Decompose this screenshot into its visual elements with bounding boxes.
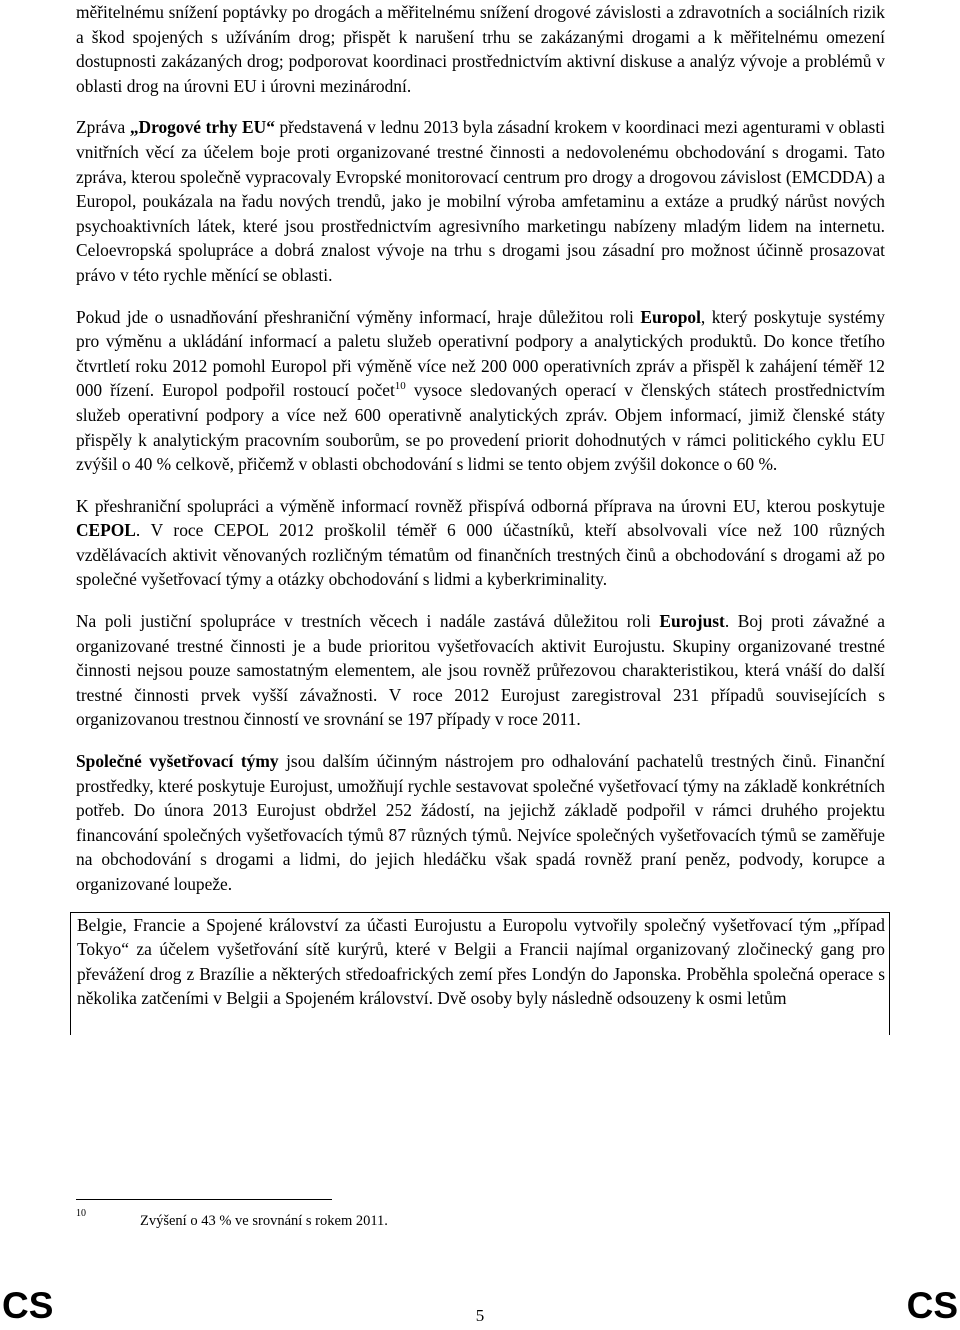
case-study-box [70, 912, 890, 1035]
paragraph-eurojust [76, 609, 885, 732]
language-code-right: CS [906, 1285, 958, 1326]
page-footer [0, 1285, 960, 1330]
bold-joint-investigation-teams: Společné vyšetřovací týmy [76, 751, 279, 772]
text-run: vysoce sledovaných operací v členských státech prostřednictvím služeb operativní podpory a více než 600 operativně analytických zpráv. Objem informací, jimiž členské státy přispěly k analytickým pracovním souborům, se po provedení priorit dohodnutých v rámci politického cyklu EU zvýšil o 40 % celkově, přičemž v oblasti obchodování s lidmi se tento objem zvýšil dokonce o 60 %. [76, 380, 885, 475]
page-number: 5 [475, 1306, 485, 1325]
bold-europol: Europol [640, 306, 701, 327]
text-run: , který poskytuje systémy pro výměnu a ukládání informací a paletu služeb operativní podpory a analytických produktů. Do konce třetího čtvrtletí roku 2012 pomohl Europol při výměně více než 200 000 operativních zpráv a přispěl k zahájení téměř 12 000 řízení. Europol podpořil rostoucí počet [76, 306, 885, 401]
text-run: představená v lednu 2013 byla zásadní krokem v koordinaci mezi agenturami v oblasti vnitřních věcí za účelem boje proti organizované trestné činnosti a nedovolenému obchodování s drogami. Tato zpráva, kterou společně vypracovaly Evropské monitorovací centrum pro drogy a drogovou závislost (EMCDDA) a Europol, poukázala na řadu nových trendů, jako je mobilní výroba amfetaminu a extáze a prudký nárůst nových psychoaktivních látek, které jsou prostřednictvím agresivního marketingu nabízeny mladým lidem na internetu. Celoevropská spolupráce a dobrá znalost vývoje na trhu s drogami jsou zásadní pro možnost účinně prosazovat právo v této rychle měnící se oblasti. [76, 117, 885, 285]
footnote-text: Zvýšení o 43 % ve srovnání s rokem 2011. [140, 1213, 388, 1229]
paragraph-drug-markets-report [76, 115, 885, 287]
paragraph-europol [76, 305, 885, 477]
text-run: Na poli justiční spolupráce v trestních věcech i nadále zastává důležitou roli [76, 611, 660, 632]
bold-report-title: „Drogové trhy EU“ [129, 117, 275, 138]
text-run: . V roce CEPOL 2012 proškolil téměř 6 000 účastníků, kteří absolvovali více než 100 různých vzdělávacích aktivit věnovaných rozličným tématům od finančních trestných činů a obchodování s drogami až po společné vyšetřovací týmy a otázky obchodování s lidmi a kyberkriminality. [76, 520, 885, 590]
text-run: K přeshraniční spolupráci a výměně informací rovněž přispívá odborná příprava na úrovni EU, kterou poskytuje [76, 495, 885, 516]
language-code-left: CS [2, 1285, 54, 1326]
bold-cepol: CEPOL [76, 520, 136, 541]
paragraph-drug-strategy-objectives [76, 0, 885, 98]
footnote-separator [76, 1199, 332, 1200]
case-study-text: Belgie, Francie a Spojené království za účasti Eurojustu a Europolu vytvořily společný vyšetřovací tým „případ Tokyo“ za účelem vyšetřování sítě kurýrů, které v Belgii a Francii najímal organizovaný zločinecký gang pro převážení drog z Brazílie a některých středoafrických zemí přes Londýn do Japonska. Proběhla společná operace s několika zatčeními v Belgii a Spojeném království. Dvě osoby byly následně odsouzeny k osmi letům [77, 914, 885, 1009]
text-run: Zpráva [76, 117, 130, 138]
footnote-number: 10 [76, 1208, 86, 1219]
paragraph-joint-investigation-teams [76, 749, 885, 897]
footnote-reference: 10 [394, 380, 406, 393]
text-run: . Boj proti závažné a organizované trestné činnosti je a bude prioritou vyšetřovacích aktivit Eurojustu. Skupiny organizované trestné činnosti nejsou pouze samostatným elementem, ale jsou rovněž průřezovou charakteristikou, která vnáší do další trestné činnosti prvek vyšší závažnosti. V roce 2012 Eurojust zaregistroval 231 případů souvisejících s organizovanou trestnou činností ve srovnání se 197 případy v roce 2011. [76, 611, 886, 730]
text-run: jsou dalším účinným nástrojem pro odhalování pachatelů trestných činů. Finanční prostředky, které poskytuje Eurojust, umožňují rychle sestavovat společné vyšetřovací týmy na základě konkrétních potřeb. Do února 2013 Eurojust obdržel 252 žádostí, na jejichž základě podpořil v rámci druhého projektu financování společných vyšetřovacích týmů 87 různých týmů. Nejvíce společných vyšetřovacích týmů se zaměřuje na obchodování s drogami a lidmi, do jejich hledáčku však spadá rovněž praní peněz, podvody, korupce a organizované loupeže. [76, 751, 885, 894]
paragraph-cepol [76, 494, 885, 592]
document-body [76, 0, 885, 1052]
text-run: měřitelnému snížení poptávky po drogách a měřitelnému snížení drogové závislosti a zdravotních a sociálních rizik a škod spojených s užíváním drog; přispět k narušení trhu se zakázanými drogami a k měřitelnému omezení dostupnosti zakázaných drog; podporovat koordinaci prostřednictvím aktivní diskuse a analýz vývoje a problémů v oblasti drog na úrovni EU i úrovni mezinárodní. [76, 2, 885, 96]
text-run: Pokud jde o usnadňování přeshraniční výměny informací, hraje důležitou roli [76, 306, 641, 327]
bold-eurojust: Eurojust [659, 611, 725, 632]
